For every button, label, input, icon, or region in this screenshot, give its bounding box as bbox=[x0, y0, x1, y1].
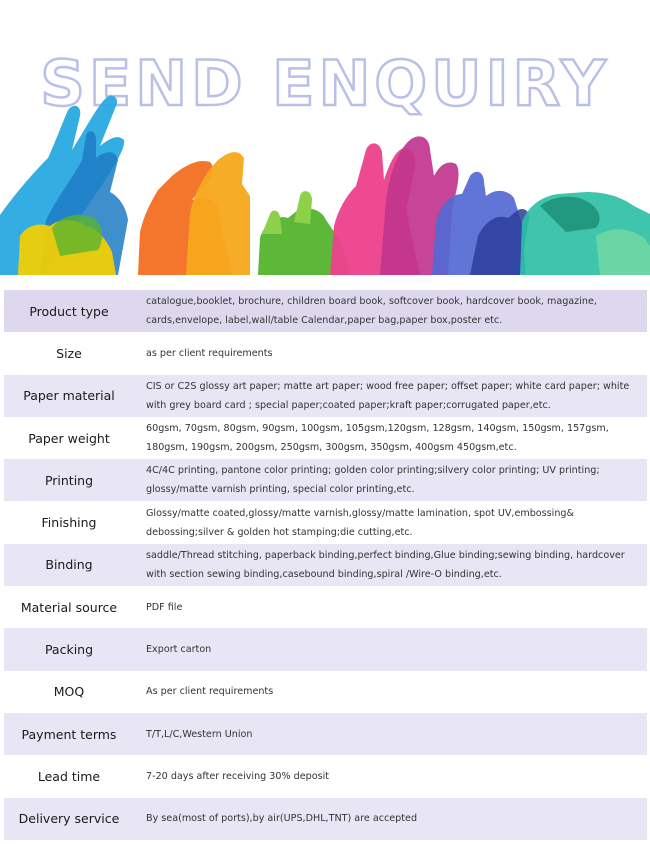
hero-banner bbox=[0, 0, 650, 280]
row-label: Product type bbox=[29, 303, 109, 319]
row-value: 7-20 days after receiving 30% deposit bbox=[146, 770, 330, 782]
page-title: SEND ENQUIRY bbox=[40, 47, 610, 120]
teal-hands-icon bbox=[520, 192, 650, 275]
row-value: as per client requirements bbox=[146, 347, 273, 359]
row-value: Glossy/matte coated,glossy/matte varnish,glossy/matte lamination, spot UV,embossing& debossing;silver & golden hot stamping;die cutting,etc. bbox=[146, 507, 574, 538]
table-row bbox=[4, 628, 647, 670]
table-row bbox=[4, 586, 647, 628]
row-value: As per client requirements bbox=[146, 686, 274, 698]
table-row bbox=[4, 713, 647, 755]
row-value: T/T,L/C,Western Union bbox=[146, 728, 253, 740]
row-value: CIS or C2S glossy art paper; matte art paper; wood free paper; offset paper; white card paper; white with grey board card ; special paper;coated paper;kraft paper;corrugated paper,etc. bbox=[146, 380, 630, 411]
row-label: Packing bbox=[44, 642, 94, 658]
row-label: MOQ bbox=[53, 684, 85, 700]
table-row bbox=[4, 671, 647, 713]
row-value: PDF file bbox=[146, 601, 183, 613]
row-label: Size bbox=[56, 345, 82, 361]
table-row bbox=[4, 501, 647, 543]
spec-table bbox=[4, 290, 647, 840]
hands-illustration bbox=[0, 0, 650, 280]
row-label: Finishing bbox=[41, 515, 97, 531]
row-value: catalogue,booklet, brochure, children board book, softcover book, hardcover book, magazine, cards,envelope, label,wall/table Calendar,paper bag,paper box,poster etc. bbox=[146, 296, 597, 327]
table-row bbox=[4, 290, 647, 332]
row-label: Paper weight bbox=[28, 430, 110, 446]
row-label: Binding bbox=[45, 557, 93, 573]
row-value: By sea(most of ports),by air(UPS,DHL,TNT) are accepted bbox=[146, 813, 418, 825]
table-row bbox=[4, 798, 647, 840]
row-label: Delivery service bbox=[18, 811, 120, 827]
row-label: Payment terms bbox=[21, 726, 117, 742]
table-row bbox=[4, 755, 647, 797]
row-label: Paper material bbox=[23, 388, 115, 404]
row-value: 60gsm, 70gsm, 80gsm, 90gsm, 100gsm, 105gsm,120gsm, 128gsm, 140gsm, 150gsm, 157gsm, 180gsm, 190gsm, 200gsm, 250gsm, 300gsm, 350gsm, 400gsm 450gsm,etc. bbox=[146, 423, 609, 454]
row-value: saddle/Thread stitching, paperback binding,perfect binding,Glue binding;sewing binding, hardcover with section sewing binding,casebound binding,spiral /Wire-O binding,etc. bbox=[146, 549, 625, 580]
table-row bbox=[4, 417, 647, 459]
row-label: Lead time bbox=[37, 768, 101, 784]
row-value: Export carton bbox=[146, 644, 212, 656]
orange-hands-icon bbox=[138, 152, 250, 275]
table-row bbox=[4, 332, 647, 374]
row-label: Material source bbox=[20, 599, 118, 615]
row-value: 4C/4C printing, pantone color printing; golden color printing;silvery color printing; UV printing; glossy/matte varnish printing, special color printing,etc. bbox=[146, 465, 600, 496]
table-row bbox=[4, 375, 647, 417]
table-row bbox=[4, 544, 647, 586]
row-label: Printing bbox=[44, 472, 94, 488]
table-row bbox=[4, 459, 647, 501]
